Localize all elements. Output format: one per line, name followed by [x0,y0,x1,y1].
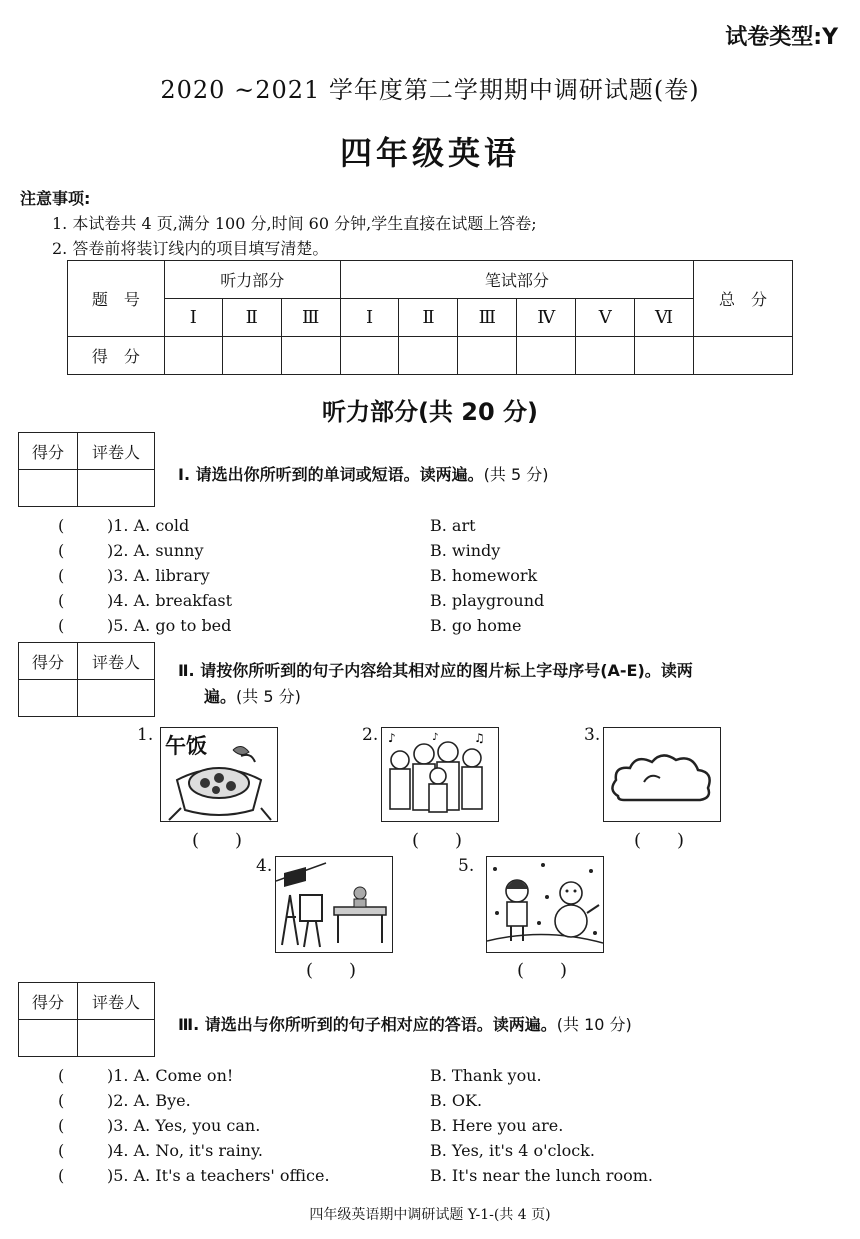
picture-1-number: 1. [137,725,154,745]
answer-blank-3[interactable]: ( ) [634,830,685,851]
question-text: )5. A. go to bed [107,616,232,635]
question-text: )2. A. Bye. [107,1091,191,1110]
total-score-cell[interactable] [694,337,793,375]
listening-header: 听力部分 [164,261,340,299]
listening-col-2: Ⅱ [222,299,281,337]
answer-paren[interactable]: ( [58,1091,65,1110]
score-cell[interactable] [458,337,517,375]
option-b: B. Here you are. [430,1116,564,1135]
score-cell[interactable] [222,337,281,375]
easel-icon [276,857,392,952]
picture-singing [381,727,499,822]
picture-lunch [160,727,278,822]
section2-title-line1: Ⅱ. 请按你所听到的句子内容给其相对应的图片标上字母序号(A-E)。读两 [178,661,693,680]
grader-name-cell[interactable] [78,680,155,717]
score-cell[interactable] [635,337,694,375]
writing-header: 笔试部分 [340,261,693,299]
answer-paren[interactable]: ( [58,1066,65,1085]
answer-paren[interactable]: ( [58,541,65,560]
cloud-icon [604,728,720,821]
answer-paren[interactable]: ( [58,566,65,585]
grader-name-cell[interactable] [78,470,155,507]
grader-score-cell[interactable] [19,1020,78,1057]
question-text: )5. A. It's a teachers' office. [107,1166,330,1185]
listening-col-1: Ⅰ [164,299,222,337]
grader-score-label: 得分 [19,433,78,470]
score-cell[interactable] [164,337,222,375]
score-cell[interactable] [576,337,635,375]
grader-score-cell[interactable] [19,470,78,507]
option-b: B. art [430,516,476,535]
score-cell[interactable] [340,337,399,375]
grader-name-label: 评卷人 [78,433,155,470]
snowman-icon [487,857,603,952]
question-text: )3. A. Yes, you can. [107,1116,261,1135]
page-footer: 四年级英语期中调研试题 Y-1-(共 4 页) [309,1207,551,1223]
row-label-question-no: 题 号 [68,261,165,337]
score-row-label: 得 分 [68,337,165,375]
answer-blank-1[interactable]: ( ) [192,830,243,851]
notice-item-2: 2. 答卷前将装订线内的项目填写清楚。 [52,239,329,258]
question-text: )1. A. Come on! [107,1066,234,1085]
grader-name-label: 评卷人 [78,643,155,680]
total-header: 总 分 [694,261,793,337]
option-b: B. go home [430,616,522,635]
writing-col-1: Ⅰ [340,299,399,337]
grader-box-3 [18,982,155,1057]
answer-blank-4[interactable]: ( ) [306,960,357,981]
question-text: )3. A. library [107,566,210,585]
svg-text:♪: ♪ [388,731,396,745]
score-table [67,260,793,375]
score-cell[interactable] [399,337,458,375]
score-cell[interactable] [281,337,340,375]
writing-col-6: Ⅵ [635,299,694,337]
option-b: B. windy [430,541,501,560]
grader-box-1 [18,432,155,507]
picture-snowy [486,856,604,953]
section1-title-text: Ⅰ. 请选出你所听到的单词或短语。读两遍。 [178,465,484,484]
subject-title: 四年级英语 [339,134,520,172]
answer-paren[interactable]: ( [58,616,65,635]
picture-3-number: 3. [584,725,601,745]
answer-paren[interactable]: ( [58,591,65,610]
section2-title-line2: 遍。(共 5 分) [204,687,301,706]
option-b: B. Thank you. [430,1066,542,1085]
singing-children-icon [382,728,498,821]
option-b: B. Yes, it's 4 o'clock. [430,1141,595,1160]
svg-text:♫: ♫ [474,731,485,745]
question-text: )2. A. sunny [107,541,204,560]
listening-part-title: 听力部分(共 20 分) [321,398,539,426]
answer-paren[interactable]: ( [58,1141,65,1160]
writing-col-5: Ⅴ [576,299,635,337]
option-b: B. It's near the lunch room. [430,1166,653,1185]
picture-label: 午饭 [165,734,207,758]
question-text: )4. A. No, it's rainy. [107,1141,263,1160]
answer-paren[interactable]: ( [58,516,65,535]
writing-col-4: Ⅳ [517,299,576,337]
notice-item-1: 1. 本试卷共 4 页,满分 100 分,时间 60 分钟,学生直接在试题上答卷; [52,214,537,233]
picture-art-room [275,856,393,953]
question-text: )4. A. breakfast [107,591,233,610]
picture-5-number: 5. [458,856,475,876]
answer-paren[interactable]: ( [58,1166,65,1185]
grader-name-cell[interactable] [78,1020,155,1057]
picture-cloudy [603,727,721,822]
answer-blank-5[interactable]: ( ) [517,960,568,981]
grader-score-cell[interactable] [19,680,78,717]
grader-name-label: 评卷人 [78,983,155,1020]
listening-col-3: Ⅲ [281,299,340,337]
grader-score-label: 得分 [19,643,78,680]
notice-heading: 注意事项: [20,189,91,208]
section1-points: (共 5 分) [483,465,549,484]
picture-2-number: 2. [362,725,379,745]
picture-4-number: 4. [256,856,273,876]
writing-col-3: Ⅲ [458,299,517,337]
score-cell[interactable] [517,337,576,375]
writing-col-2: Ⅱ [399,299,458,337]
option-b: B. OK. [430,1091,483,1110]
answer-paren[interactable]: ( [58,1116,65,1135]
answer-blank-2[interactable]: ( ) [412,830,463,851]
exam-title: 2020 ~2021 学年度第二学期期中调研试题(卷) [160,76,700,104]
section3-title: Ⅲ. 请选出与你所听到的句子相对应的答语。读两遍。(共 10 分) [178,1015,632,1034]
grader-score-label: 得分 [19,983,78,1020]
paper-type: 试卷类型:Y [725,25,838,50]
option-b: B. playground [430,591,545,610]
grader-box-2 [18,642,155,717]
svg-text:♪: ♪ [432,732,439,743]
question-text: )1. A. cold [107,516,190,535]
option-b: B. homework [430,566,538,585]
section1-title [178,462,548,485]
